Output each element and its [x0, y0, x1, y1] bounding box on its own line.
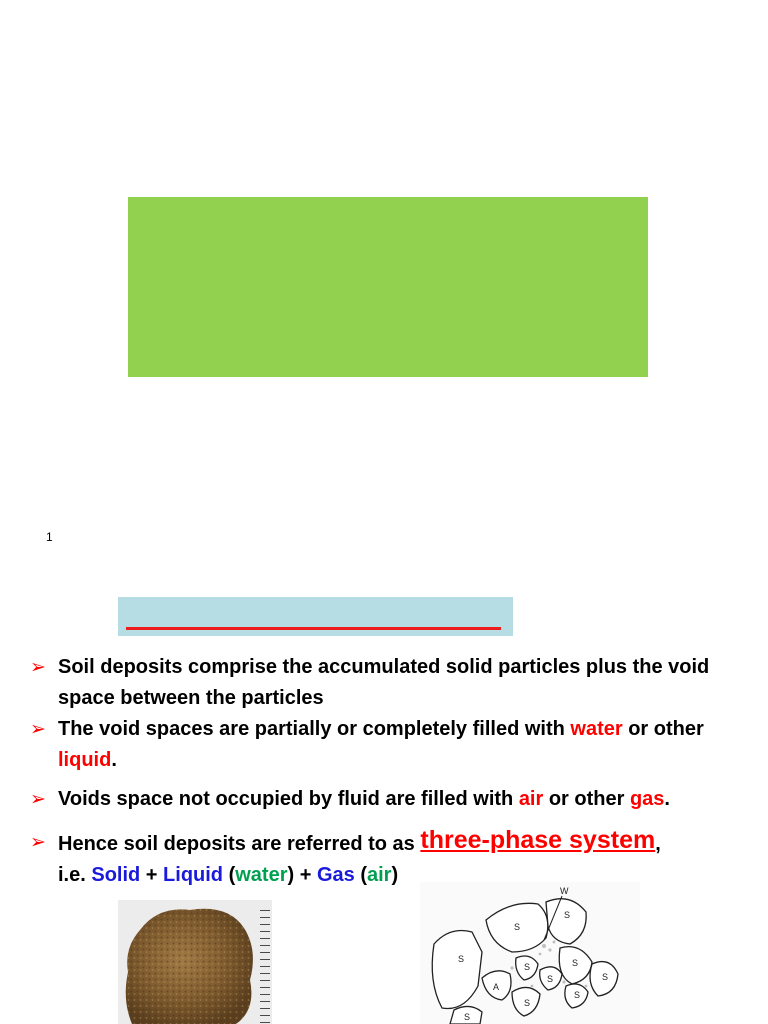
bullet-text: . — [111, 749, 117, 771]
soil-phase-diagram — [420, 882, 640, 1024]
page-number: 1 — [46, 530, 53, 544]
diagram-label-s: S — [524, 962, 531, 972]
diagram-label-a: A — [493, 982, 500, 992]
keyword-gas: Gas — [316, 864, 355, 886]
diagram-label-s: S — [547, 974, 554, 984]
diagram-label-s: S — [572, 958, 579, 968]
bullet-text: Hence soil deposits are referred to as — [58, 833, 421, 855]
bullet-text: Soil deposits comprise the accumulated solid particles plus the void space between the particles — [58, 656, 710, 709]
diagram-label-s: S — [514, 922, 521, 932]
bullet-text: i.e. — [58, 864, 92, 886]
bullet-text: , — [655, 833, 661, 855]
diagram-label-s: S — [464, 1012, 471, 1022]
bullet-text: or other — [622, 718, 704, 740]
arrow-bullet-icon: ➢ — [30, 789, 46, 810]
bullet-item — [30, 827, 750, 891]
keyword-liquid: Liquid — [163, 864, 224, 886]
diagram-label-s: S — [602, 972, 609, 982]
soil-sample-photo — [118, 900, 272, 1024]
arrow-bullet-icon: ➢ — [30, 832, 46, 853]
bullet-item — [30, 714, 750, 776]
keyword-water: water — [570, 718, 623, 740]
keyword-water: water — [235, 864, 288, 886]
bullet-text: ( — [223, 864, 236, 886]
bullet-text: ) — [391, 864, 399, 886]
arrow-bullet-icon: ➢ — [30, 657, 46, 678]
keyword-three-phase-system: three-phase system — [420, 826, 656, 854]
bullet-item — [30, 784, 750, 815]
bullet-text: ( — [354, 864, 367, 886]
scale-ruler — [260, 910, 270, 1024]
bullet-text: ) + — [287, 864, 317, 886]
bullet-item — [30, 652, 750, 714]
bullet-text: The void spaces are partially or completely filled with — [58, 718, 571, 740]
keyword-liquid: liquid — [58, 749, 112, 771]
diagram-label-s: S — [524, 998, 531, 1008]
diagram-label-s: S — [564, 910, 571, 920]
diagram-label-s: S — [574, 990, 581, 1000]
keyword-solid: Solid — [91, 864, 141, 886]
bullet-text: Voids space not occupied by fluid are filled with — [58, 788, 519, 810]
bullet-list — [30, 652, 750, 891]
title-green-box — [128, 197, 648, 377]
diagram-label-s: S — [458, 954, 465, 964]
bullet-text: . — [664, 788, 670, 810]
section-title-band — [118, 597, 513, 636]
soil-clod-image — [118, 900, 272, 1024]
keyword-gas: gas — [629, 788, 665, 810]
keyword-air: air — [366, 864, 392, 886]
title-underline — [126, 627, 501, 630]
diagram-label-w: W — [560, 886, 569, 896]
bullet-text: or other — [543, 788, 630, 810]
arrow-bullet-icon: ➢ — [30, 719, 46, 740]
keyword-air: air — [518, 788, 544, 810]
bullet-text: + — [140, 864, 164, 886]
